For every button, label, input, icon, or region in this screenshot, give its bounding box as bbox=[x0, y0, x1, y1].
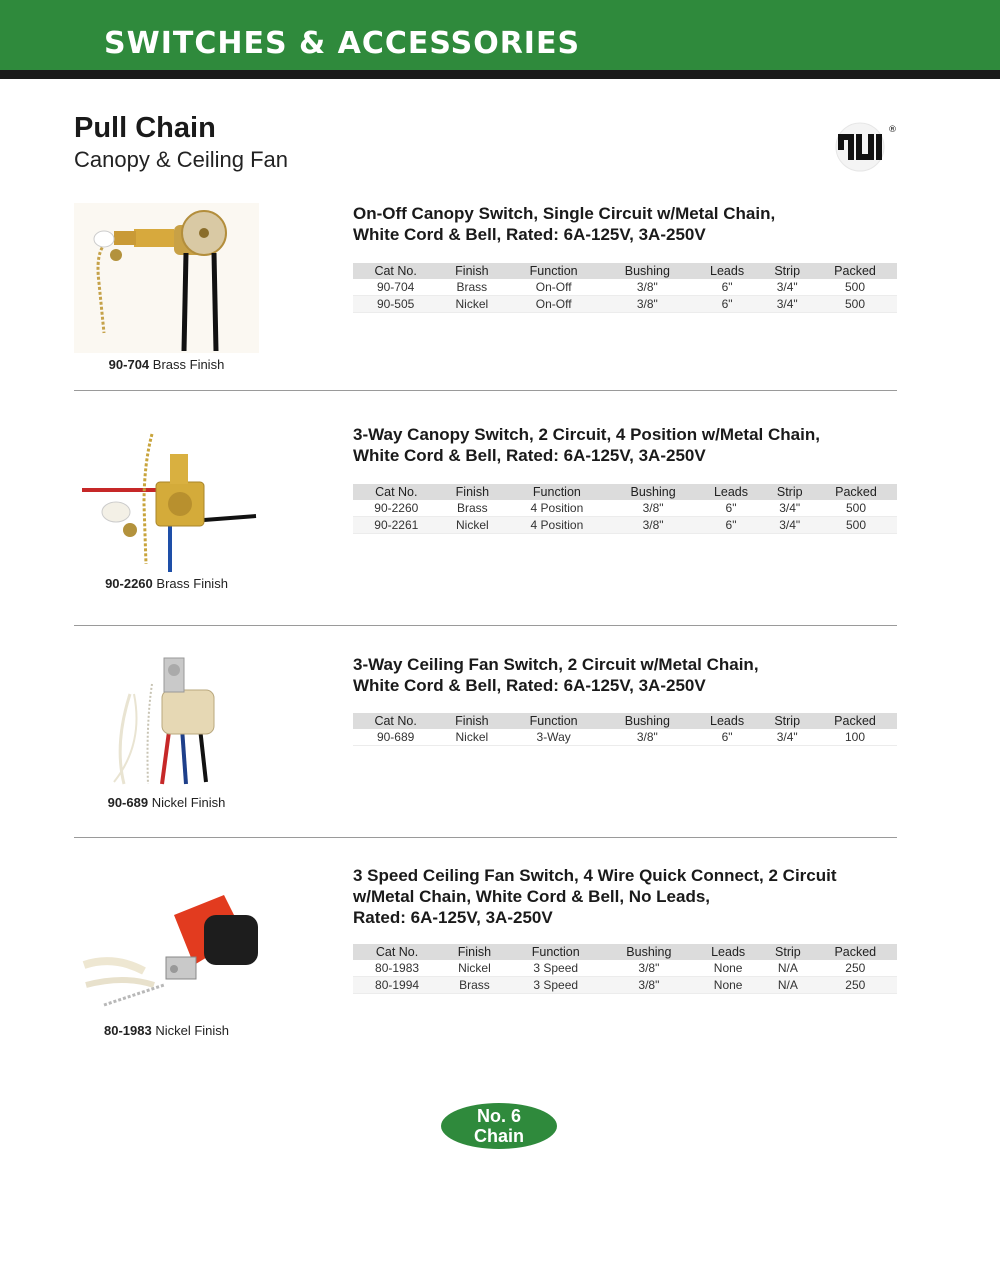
cell-function: 4 Position bbox=[505, 500, 609, 517]
desc-line-2: w/Metal Chain, White Cord & Bell, No Leads, bbox=[353, 887, 711, 906]
section-divider bbox=[74, 837, 897, 838]
spec-header-row bbox=[353, 263, 897, 279]
table-row bbox=[353, 960, 897, 977]
col-function: Function bbox=[505, 263, 601, 279]
cell-function: 3 Speed bbox=[508, 960, 604, 977]
cell-bushing: 3/8" bbox=[609, 517, 698, 534]
page-subtitle: Canopy & Ceiling Fan bbox=[74, 147, 289, 172]
cell-strip: N/A bbox=[762, 977, 813, 994]
cell-packed: 500 bbox=[813, 296, 897, 313]
col-packed: Packed bbox=[813, 713, 897, 729]
product-section-4 bbox=[74, 865, 897, 1045]
col-strip: Strip bbox=[761, 263, 813, 279]
cell-strip: 3/4" bbox=[764, 517, 815, 534]
col-finish: Finish bbox=[441, 944, 508, 960]
cell-leads: 6" bbox=[698, 500, 765, 517]
cell-packed: 100 bbox=[813, 729, 897, 746]
cell-leads: 6" bbox=[693, 296, 762, 313]
spec-header-row bbox=[353, 944, 897, 960]
caption-code: 90-704 bbox=[108, 357, 150, 372]
spec-table bbox=[353, 484, 897, 534]
caption-finish: Brass Finish bbox=[152, 357, 225, 372]
cell-packed: 500 bbox=[813, 279, 897, 296]
cell-finish: Brass bbox=[438, 279, 505, 296]
col-cat-no: Cat No. bbox=[353, 484, 440, 500]
product-caption bbox=[74, 1023, 259, 1038]
product-caption bbox=[74, 576, 259, 591]
badge-line-1: No. 6 bbox=[476, 1106, 521, 1126]
table-row bbox=[353, 279, 897, 296]
cell-cat-no: 90-2261 bbox=[353, 517, 440, 534]
cell-leads: 6" bbox=[693, 729, 762, 746]
col-bushing: Bushing bbox=[602, 263, 693, 279]
desc-line-1: 3-Way Ceiling Fan Switch, 2 Circuit w/Metal Chain, bbox=[353, 655, 759, 674]
col-leads: Leads bbox=[694, 944, 762, 960]
cell-bushing: 3/8" bbox=[604, 977, 694, 994]
cell-finish: Brass bbox=[440, 500, 506, 517]
cell-packed: 250 bbox=[814, 960, 897, 977]
cell-packed: 500 bbox=[815, 517, 897, 534]
col-function: Function bbox=[505, 484, 609, 500]
table-row bbox=[353, 517, 897, 534]
cell-leads: None bbox=[694, 977, 762, 994]
cell-bushing: 3/8" bbox=[602, 729, 693, 746]
table-row bbox=[353, 729, 897, 746]
badge-line-2: Chain bbox=[473, 1126, 524, 1146]
col-cat-no: Cat No. bbox=[353, 263, 438, 279]
section-divider bbox=[74, 625, 897, 626]
cell-bushing: 3/8" bbox=[602, 296, 693, 313]
caption-code: 90-689 bbox=[107, 795, 149, 810]
col-leads: Leads bbox=[698, 484, 765, 500]
cell-function: On-Off bbox=[505, 296, 601, 313]
cell-cat-no: 80-1983 bbox=[353, 960, 441, 977]
desc-line-2: White Cord & Bell, Rated: 6A-125V, 3A-250V bbox=[353, 225, 706, 244]
cell-leads: 6" bbox=[693, 279, 762, 296]
cell-strip: 3/4" bbox=[761, 296, 813, 313]
cell-packed: 250 bbox=[814, 977, 897, 994]
header-rule bbox=[0, 70, 1000, 79]
spec-table bbox=[353, 944, 897, 994]
cell-function: On-Off bbox=[505, 279, 601, 296]
cell-strip: 3/4" bbox=[761, 729, 813, 746]
cell-finish: Nickel bbox=[441, 960, 508, 977]
product-description bbox=[353, 203, 893, 245]
cell-cat-no: 90-689 bbox=[353, 729, 438, 746]
col-packed: Packed bbox=[813, 263, 897, 279]
product-photo-on-off-switch bbox=[74, 203, 259, 353]
page-title: Pull Chain bbox=[74, 112, 216, 144]
cell-function: 3 Speed bbox=[508, 977, 604, 994]
cell-finish: Brass bbox=[441, 977, 508, 994]
cell-function: 3-Way bbox=[505, 729, 601, 746]
ul-logo-icon bbox=[824, 120, 900, 172]
product-caption bbox=[74, 795, 259, 810]
desc-line-1: 3-Way Canopy Switch, 2 Circuit, 4 Position w/Metal Chain, bbox=[353, 425, 820, 444]
col-cat-no: Cat No. bbox=[353, 944, 441, 960]
spec-header-row bbox=[353, 713, 897, 729]
table-row bbox=[353, 500, 897, 517]
cell-strip: N/A bbox=[762, 960, 813, 977]
spec-table bbox=[353, 263, 897, 313]
product-description bbox=[353, 654, 893, 696]
cell-bushing: 3/8" bbox=[604, 960, 694, 977]
product-section-3 bbox=[74, 654, 897, 819]
cell-packed: 500 bbox=[815, 500, 897, 517]
cell-finish: Nickel bbox=[438, 296, 505, 313]
col-strip: Strip bbox=[761, 713, 813, 729]
desc-line-2: White Cord & Bell, Rated: 6A-125V, 3A-250V bbox=[353, 676, 706, 695]
col-finish: Finish bbox=[438, 263, 505, 279]
product-photo-3-speed-fan-switch bbox=[74, 875, 259, 1025]
cell-bushing: 3/8" bbox=[609, 500, 698, 517]
desc-line-1: On-Off Canopy Switch, Single Circuit w/Metal Chain, bbox=[353, 204, 776, 223]
section-divider bbox=[74, 390, 897, 391]
table-row bbox=[353, 296, 897, 313]
col-function: Function bbox=[508, 944, 604, 960]
registered-mark: ® bbox=[888, 125, 897, 135]
cell-strip: 3/4" bbox=[761, 279, 813, 296]
col-finish: Finish bbox=[438, 713, 505, 729]
desc-line-1: 3 Speed Ceiling Fan Switch, 4 Wire Quick Connect, 2 Circuit bbox=[353, 866, 837, 885]
col-packed: Packed bbox=[815, 484, 897, 500]
product-caption bbox=[74, 357, 259, 372]
cell-function: 4 Position bbox=[505, 517, 609, 534]
cell-finish: Nickel bbox=[440, 517, 506, 534]
caption-finish: Nickel Finish bbox=[151, 795, 226, 810]
caption-code: 80-1983 bbox=[103, 1023, 152, 1038]
header-title: SWITCHES & ACCESSORIES bbox=[104, 26, 581, 61]
col-strip: Strip bbox=[762, 944, 813, 960]
cell-finish: Nickel bbox=[438, 729, 505, 746]
cell-strip: 3/4" bbox=[764, 500, 815, 517]
cell-leads: None bbox=[694, 960, 762, 977]
cell-cat-no: 80-1994 bbox=[353, 977, 441, 994]
col-packed: Packed bbox=[814, 944, 897, 960]
spec-table bbox=[353, 713, 897, 746]
product-description bbox=[353, 424, 893, 466]
col-bushing: Bushing bbox=[609, 484, 698, 500]
product-description bbox=[353, 865, 893, 928]
cell-cat-no: 90-505 bbox=[353, 296, 438, 313]
caption-code: 90-2260 bbox=[105, 576, 153, 591]
caption-finish: Nickel Finish bbox=[155, 1023, 230, 1038]
product-photo-3-way-ceiling-fan-switch bbox=[74, 654, 259, 804]
desc-line-3: Rated: 6A-125V, 3A-250V bbox=[353, 908, 553, 927]
table-row bbox=[353, 977, 897, 994]
col-leads: Leads bbox=[693, 263, 762, 279]
cell-leads: 6" bbox=[698, 517, 765, 534]
cell-cat-no: 90-2260 bbox=[353, 500, 440, 517]
cell-bushing: 3/8" bbox=[602, 279, 693, 296]
col-strip: Strip bbox=[764, 484, 815, 500]
col-finish: Finish bbox=[440, 484, 506, 500]
product-photo-3-way-canopy-switch bbox=[74, 424, 259, 574]
chain-number-badge bbox=[441, 1103, 557, 1149]
desc-line-2: White Cord & Bell, Rated: 6A-125V, 3A-250V bbox=[353, 446, 706, 465]
col-leads: Leads bbox=[693, 713, 762, 729]
spec-header-row bbox=[353, 484, 897, 500]
col-bushing: Bushing bbox=[602, 713, 693, 729]
col-bushing: Bushing bbox=[604, 944, 694, 960]
cell-cat-no: 90-704 bbox=[353, 279, 438, 296]
caption-finish: Brass Finish bbox=[156, 576, 228, 591]
col-cat-no: Cat No. bbox=[353, 713, 438, 729]
product-section-2 bbox=[74, 424, 897, 599]
col-function: Function bbox=[505, 713, 601, 729]
product-section-1 bbox=[74, 203, 897, 378]
